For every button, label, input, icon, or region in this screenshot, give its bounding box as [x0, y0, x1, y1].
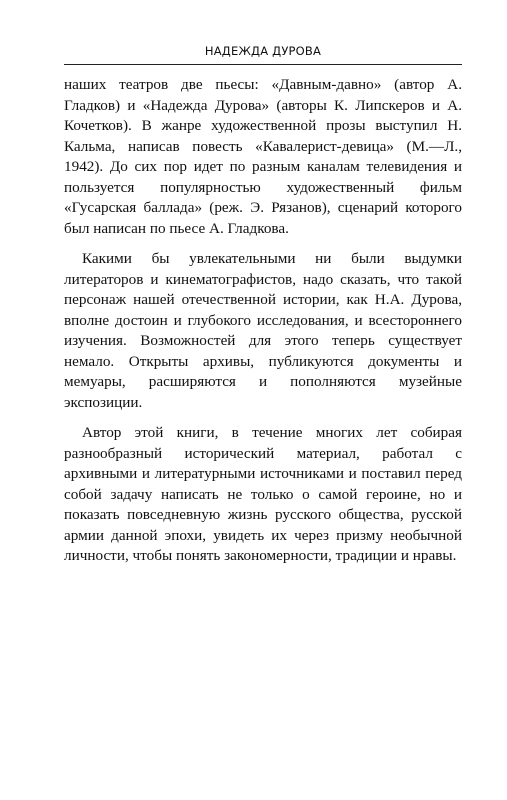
body-text	[64, 75, 462, 577]
header-rule	[64, 64, 462, 65]
paragraph-3: Автор этой книги, в течение многих лет собирая разнообразный исторический материал, работал с архивными и литературными источниками и поставил перед собой задачу написать не только о самой героине, но и показать повседневную жизнь русского общества, русской армии данной эпохи, увидеть их через призму необычной личности, чтобы понять закономерности, традиции и нравы.	[64, 424, 462, 564]
paragraph-1: наших театров две пьесы: «Давным-давно» (автор А. Гладков) и «Надежда Дурова» (авторы К. Липскеров и А. Кочетков). В жанре художественной прозы выступил Н. Кальма, написав повесть «Кавалерист-девица» (М.—Л., 1942). До сих пор идет по разным каналам телевидения и пользуется популярностью художественный фильм «Гусарская баллада» (реж. Э. Рязанов), сценарий которого был написан по пьесе А. Гладкова.	[64, 76, 462, 237]
paragraph-2: Какими бы увлекательными ни были выдумки литераторов и кинематографистов, надо сказать, что такой персонаж нашей отечественной истории, как Н.А. Дурова, вполне достоин и глубокого исследования, и всестороннего изучения. Возможностей для этого теперь существует немало. Открыты архивы, публикуются документы и мемуары, расширяются и пополняются музейные экспозиции.	[64, 250, 462, 411]
running-title: НАДЕЖДА ДУРОВА	[204, 44, 322, 58]
